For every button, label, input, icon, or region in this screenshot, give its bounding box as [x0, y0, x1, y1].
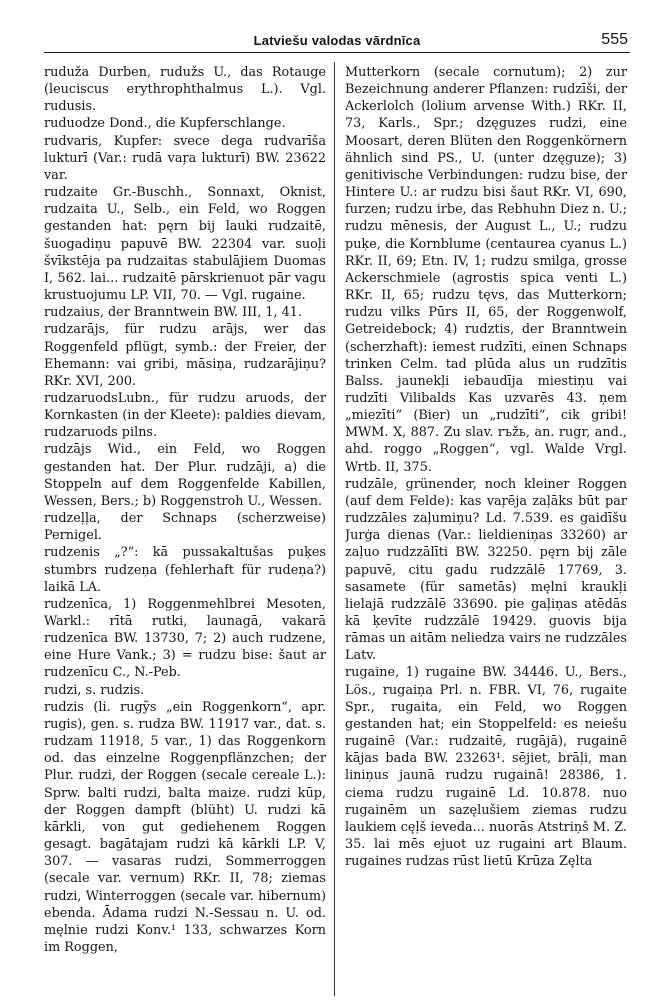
- running-title: Latviešu valodas vārdnīca: [253, 33, 421, 48]
- running-header: [44, 30, 630, 53]
- entry-rudzaite: rudzaite Gr.-Buschh., Sonnaxt, Oknist, rudzaita U., Selb., ein Feld, wo Roggen gestanden hat: pęrn bij lauki rudzaitē, šuogadiņu papuvē BW. 22304 var. suoļi švīkstēja pa rudzaitas stabulājiem Duomas I, 562. lai... rudzaitē pārskrienuot pār vagu krustuojumu LP. VII, 70. — Vgl. rugaine.: [44, 185, 326, 304]
- entry-ruduodze: ruduodze Dond., die Kupferschlange.: [44, 116, 286, 132]
- entry-rudzaruods: rudzaruodsLubn., für rudzu aruods, der Kornkasten (in der Kleete): paldies dievam, rudzaruods pilns.: [44, 390, 326, 441]
- entry-rugaine: rugaine, 1) rugaine BW. 34446. U., Bers., Lös., rugaiņa Prl. n. FBR. VI, 76, rugaite Spr., rugaita, ein Feld, wo Roggen gestanden hat; ein Stoppelfeld: es neiešu rugainē (Var.: rudzaitē, rugājā), rugainē kājas bada BW. 23263¹. sējiet, brāļi, man liniņus jaunā rudzu rugainā! 28386, 1. ciema rudzu rugainē Ld. 10.878. nuo rugainēm un sazęlušiem ziemas rudzu laukiem cęļš ieveda... nuorās Atstriņš M. Z. 35. lai mēs ejuot uz rugaini art Blaum. rugaines rudzas rūst lietū Krūza Zęlta: [345, 665, 627, 870]
- right-column: [345, 64, 627, 994]
- page-number: 555: [601, 31, 628, 48]
- entry-rudzzale: rudzāle, grünender, noch kleiner Roggen (auf dem Felde): kas vaŗēja zaļāks būt par rudzzāles zaļumiņu? Ld. 7.539. es gaidīšu Jurģa dienas (Var.: lieldieniņas 33260) ar zaļuo rudzzālīti BW. 32250. pęrn bij zāle papuvē, citu gadu rudzzālē 17769, 3. sasamete (für sametās) męlni kraukļi lielajā rudzzālē 33690. pie gaļiņas atēdās kā ķevīte rudzzālē 19429. guovis bija rāmas un aitām neliedza vairs ne rudzzāles Latv.: [345, 476, 627, 664]
- entry-rudzenis: rudzenis „?“: kā pussakaltušas puķes stumbrs rudzeņa (fehlerhaft für rudeņa?) laikā LA.: [44, 545, 326, 595]
- column-divider: [334, 62, 335, 996]
- entry-ruduza: ruduža Durben, rudužs U., das Rotauge (leuciscus erythrophthalmus L.). Vgl. rudusis.: [44, 65, 326, 115]
- entry-rudzajs: rudzājs Wid., ein Feld, wo Roggen gestanden hat. Der Plur. rudzāji, a) die Stoppeln auf dem Roggenfelde Kabillen, Wessen, Bers.; b) Roggenstroh U., Wessen.: [44, 442, 326, 509]
- left-column: [44, 64, 326, 994]
- entry-rudzis: rudzis (li. rugỹs „ein Roggenkorn“, apr. rugis), gen. s. rudza BW. 11917 var., dat. s. rudzam 11918, 5 var., 1) das Roggenkorn od. das einzelne Roggenpflänzchen; der Plur. rudzi, der Roggen (secale cereale L.): Sprw. balti rudzi, balta maize. rudzi kūp, der Roggen dampft (blüht) U. rudzi kā kārkli, von gut gediehenem Roggen gesagt. bagātajam rudzi kā kārkli LP. V, 307. — vasaras rudzi, Sommerroggen (secale var. vernum) RKr. II, 78; ziemas rudzi, Winterroggen (secale var. hibernum) ebenda. Ādama rudzi N.-Sessau n. U. od. męlnie rudzi Konv.¹ 133, schwarzes Korn im Roggen,: [44, 699, 326, 955]
- entry-rudzi: rudzi, s. rudzis.: [44, 682, 145, 698]
- entry-rudzenica: rudzenīca, 1) Roggenmehlbrei Mesoten, Warkl.: rītā rutki, launagā, vakarā rudzenīca BW. 13730, 7; 2) auch rudzene, eine Hure Vank.; 3) = rudzu bise: šaut ar rudzenīcu C., N.-Peb.: [44, 596, 326, 681]
- entry-rudvaris: rudvaris, Kupfer: svece dega rudvarīša lukturī (Var.: rudā vaŗa lukturī) BW. 23622 var.: [44, 133, 326, 183]
- entry-rudzarajs: rudzarājs, für rudzu arājs, wer das Roggenfeld pflügt, symb.: der Freier, der Ehemann: vai gribi, māsiņa, rudzarājiņu? RKr. XVI, 200.: [44, 322, 326, 389]
- entry-rudzaius: rudzaius, der Branntwein BW. III, 1, 41.: [44, 305, 302, 321]
- entry-rudzis-continued: Mutterkorn (secale cornutum); 2) zur Bezeichnung anderer Pflanzen: rudzīši, der Ackerlolch (lolium arvense With.) RKr. II, 73, Karls., Spr.; dzęguzes rudzi, eine Moosart, deren Blüten den Roggenkörnern ähnlich sind PS., U. (unter dzęguze); 3) genitivische Verbindungen: rudzu bise, der Hintere U.: ar rudzu bisi šaut RKr. VI, 690, furzen; rudzu irbe, das Rebhuhn Diez n. U.; rudzu mēnesis, der August L., U.; rudzu puķe, die Kornblume (centaurea cyanus L.) RKr. II, 69; Etn. IV, 1; rudzu smilga, grosse Ackerschmiele (agrostis spica venti L.) RKr. II, 65; rudzu tęvs, das Mutterkorn; rudzu vilks Pūrs II, 65, der Roggenwolf, Getreidebock; 4) rudztis, der Branntwein (scherzhaft): iemest rudzīti, einen Schnaps trinken Celm. tad plūda alus un rudzītis Balss. jaunekļi iebaudīja miestiņu vai rudzīti Vilibalds Kas uzvarēs 43. ņem „miezīti“ (Bier) un „rudzīti“, cik gribi! MWM. X, 887. Zu slav. rъžь, an. rugr, and., ahd. roggo „Roggen“, vgl. Walde Vrgl. Wrtb. II, 375.: [345, 65, 627, 475]
- entry-rudzella: rudzeļļa, der Schnaps (scherzweise) Pernigel.: [44, 511, 326, 544]
